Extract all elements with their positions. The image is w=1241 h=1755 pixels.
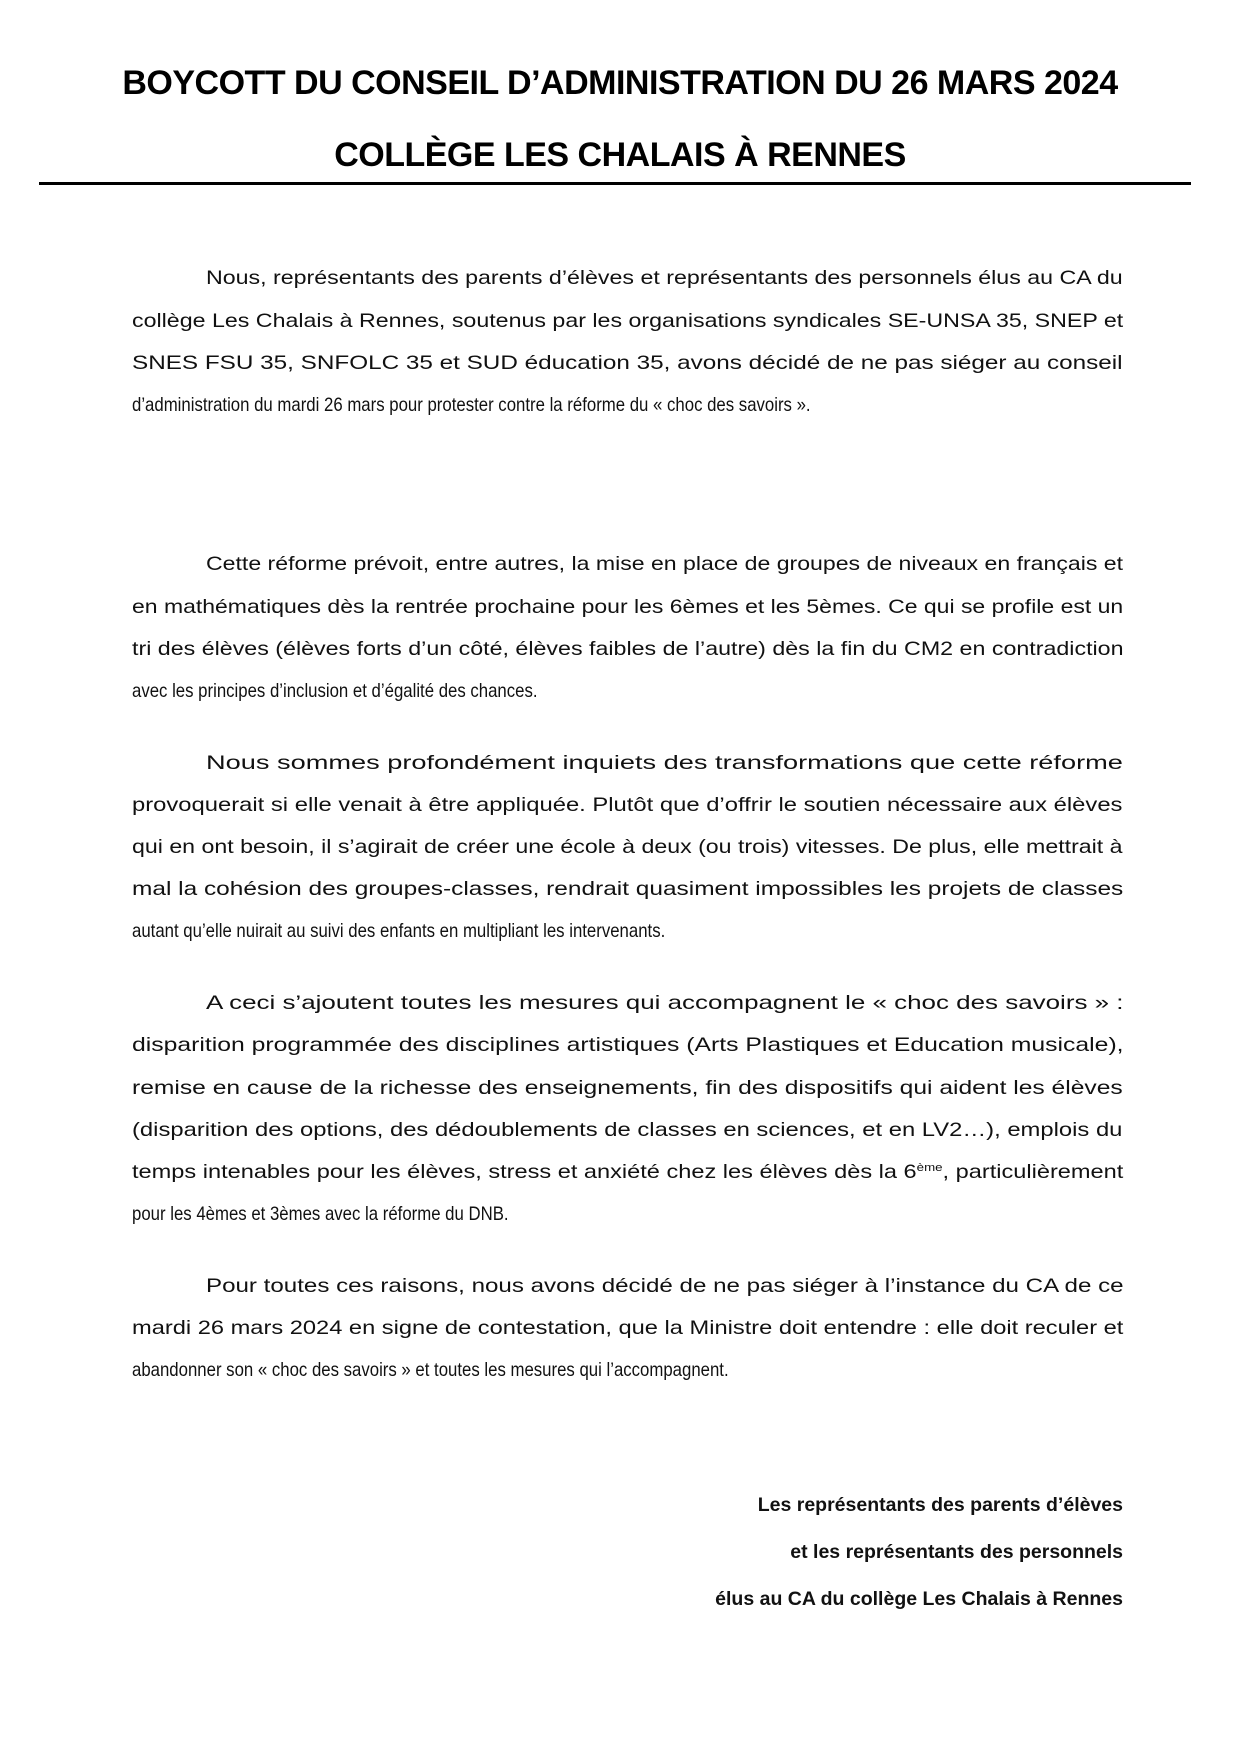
text-line: en mathématiques dès la rentrée prochaine pour les 6èmes et les 5èmes. Ce qui se profile est un [132,596,1124,618]
text-line: SNES FSU 35, SNFOLC 35 et SUD éducation 35, avons décidé de ne pas siéger au conseil [132,352,1123,374]
text-line: collège Les Chalais à Rennes, soutenus par les organisations syndicales SE-UNSA 35, SNEP et [132,310,1124,332]
text-line: d’administration du mardi 26 mars pour protester contre la réforme du « choc des savoirs ». [132,394,811,416]
text-line: Nous, représentants des parents d’élèves et représentants des personnels élus au CA du [206,267,1123,289]
title-underline-divider [39,182,1191,185]
signature-line1: Les représentants des parents d’élèves [757,1494,1123,1516]
text-line: remise en cause de la richesse des enseignements, fin des dispositifs qui aident les élèves [132,1077,1123,1099]
text-segment: temps intenables pour les élèves, stress et anxiété chez les élèves dès la 6 [132,1161,917,1183]
text-line: mardi 26 mars 2024 en signe de contestation, que la Ministre doit entendre : elle doit reculer et [132,1317,1124,1339]
text-line: avec les principes d’inclusion et d’égalité des chances. [132,680,538,702]
text-line: tri des élèves (élèves forts d’un côté, élèves faibles de l’autre) dès la fin du CM2 en contradiction [132,638,1124,660]
text-line: A ceci s’ajoutent toutes les mesures qui accompagnent le « choc des savoirs » : [206,992,1124,1014]
signature-line2: et les représentants des personnels [790,1541,1123,1563]
text-line: Nous sommes profondément inquiets des transformations que cette réforme [206,752,1123,774]
document-title-line2: COLLÈGE LES CHALAIS À RENNES [334,136,906,174]
superscript-eme: ème [916,1162,943,1174]
text-line: disparition programmée des disciplines artistiques (Arts Plastiques et Education musicale), [132,1034,1124,1056]
text-line: autant qu’elle nuirait au suivi des enfants en multipliant les intervenants. [132,920,666,942]
document-title-line1: BOYCOTT DU CONSEIL D’ADMINISTRATION DU 26 MARS 2024 [122,64,1118,102]
text-line: pour les 4èmes et 3èmes avec la réforme du DNB. [132,1203,509,1225]
signature-line3: élus au CA du collège Les Chalais à Rennes [715,1588,1123,1610]
text-line: (disparition des options, des dédoublements de classes en sciences, et en LV2…), emplois du [132,1119,1123,1141]
text-line-with-superscript [132,1159,1123,1185]
text-line: provoquerait si elle venait à être appliquée. Plutôt que d’offrir le soutien nécessaire aux élèves [132,794,1123,816]
text-line: qui en ont besoin, il s’agirait de créer une école à deux (ou trois) vitesses. De plus, elle mettrait à [132,836,1123,858]
text-line: Cette réforme prévoit, entre autres, la mise en place de groupes de niveaux en français et [206,553,1124,575]
text-line: Pour toutes ces raisons, nous avons décidé de ne pas siéger à l’instance du CA de ce [206,1275,1124,1297]
text-segment: , particulièrement [942,1161,1124,1183]
text-line: mal la cohésion des groupes-classes, rendrait quasiment impossibles les projets de classes [132,878,1124,900]
text-line: abandonner son « choc des savoirs » et toutes les mesures qui l’accompagnent. [132,1359,729,1381]
